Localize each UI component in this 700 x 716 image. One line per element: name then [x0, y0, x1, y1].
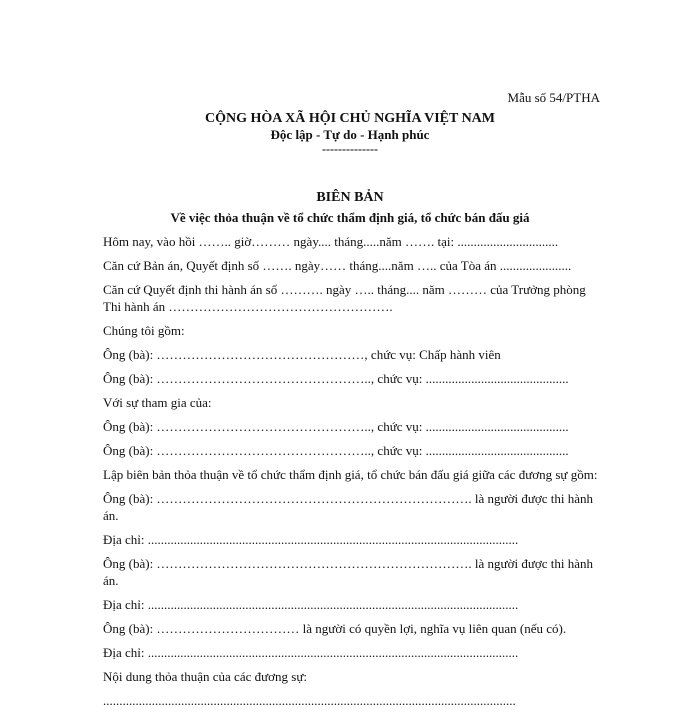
address-line: Địa chỉ: ..................................................................................................................: [103, 645, 519, 660]
country-name: CỘNG HÒA XÃ HỘI CHỦ NGHĨA VIỆT NAM: [204, 111, 495, 126]
header-separator: --------------: [322, 142, 378, 156]
document-titles: [0, 188, 700, 228]
agreement-content-blank: ...............................................................................................................................: [103, 693, 516, 708]
agreement-intro-line: Lập biên bản thỏa thuận về tổ chức thẩm định giá, tổ chức bán đấu giá giữa các đương sự gồm:: [103, 467, 598, 482]
enforcement-decision-line: Căn cứ Quyết định thi hành án số ………. ngày ….. tháng.... năm ……… của Trưởng phòng Thi hành án …………………………………………….: [103, 282, 586, 314]
document-title: BIÊN BẢN: [316, 190, 384, 205]
document-body: [103, 233, 598, 716]
participant-line: Ông (bà): ………………………………………….., chức vụ: ............................................: [103, 371, 569, 386]
national-header: [0, 110, 700, 155]
document-subtitle: Về việc thỏa thuận về tổ chức thẩm định giá, tổ chức bán đấu giá: [170, 210, 530, 225]
address-line: Địa chỉ: ..................................................................................................................: [103, 597, 519, 612]
national-motto: Độc lập - Tự do - Hạnh phúc: [270, 127, 430, 142]
address-line: Địa chỉ: ..................................................................................................................: [103, 532, 519, 547]
meeting-time-line: Hôm nay, vào hồi …….. giờ……… ngày.... tháng.....năm ……. tại: ...............................: [103, 234, 559, 249]
attendee-line: Ông (bà): ………………………………………….., chức vụ: ............................................: [103, 419, 569, 434]
beneficiary-line: Ông (bà): ………………………………………………………………. là người được thi hành án.: [103, 556, 594, 588]
enforcer-line: Ông (bà): …………………………………………, chức vụ: Chấp hành viên: [103, 347, 501, 362]
related-party-line: Ông (bà): …………………………… là người có quyền lợi, nghĩa vụ liên quan (nếu có).: [103, 621, 567, 636]
form-code: Mẫu số 54/PTHA: [507, 90, 600, 105]
participants-heading: Chúng tôi gồm:: [103, 323, 185, 338]
agreement-content-heading: Nội dung thỏa thuận của các đương sự:: [103, 669, 308, 684]
attendees-heading: Với sự tham gia của:: [103, 395, 212, 410]
judgment-basis-line: Căn cứ Bản án, Quyết định số ……. ngày…… tháng....năm ….. của Tòa án ......................: [103, 258, 572, 273]
beneficiary-line: Ông (bà): ………………………………………………………………. là người được thi hành án.: [103, 491, 594, 523]
attendee-line: Ông (bà): ………………………………………….., chức vụ: ............................................: [103, 443, 569, 458]
